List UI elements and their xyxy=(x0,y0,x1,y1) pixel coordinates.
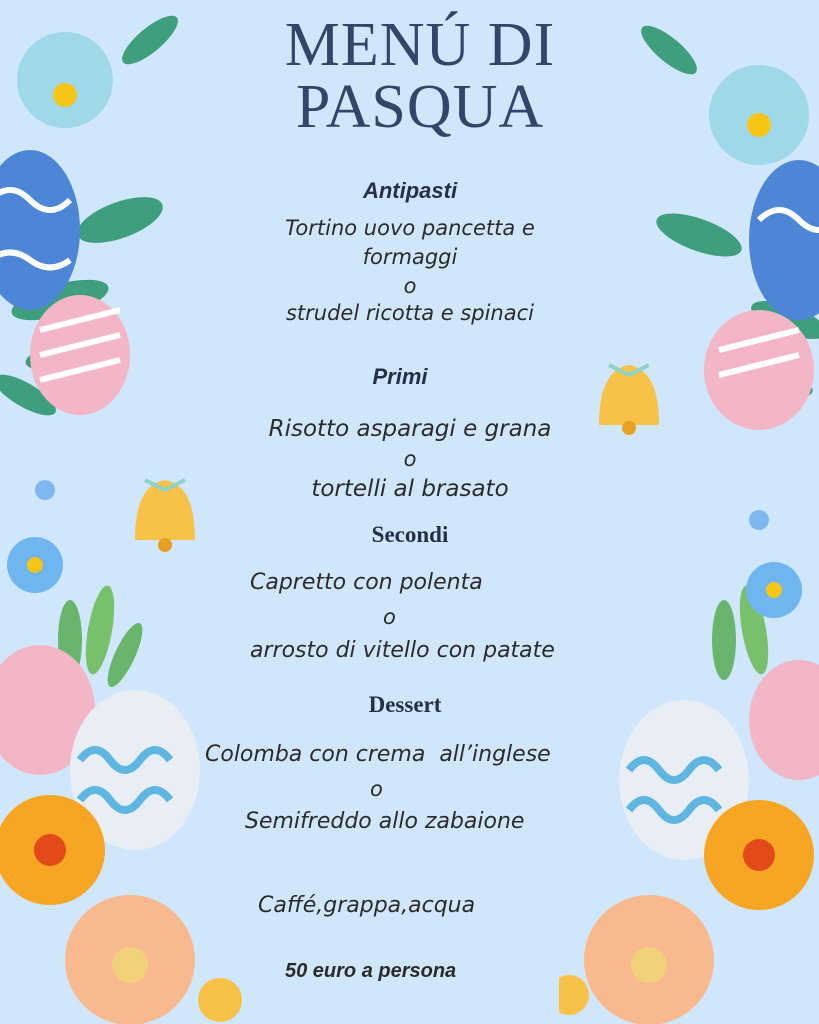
dessert-item-1: Colomba con crema all’inglese xyxy=(205,742,551,767)
dessert-or: o xyxy=(370,777,383,801)
antipasti-item-2: formaggi xyxy=(362,245,458,269)
antipasti-item-1: Tortino uovo pancetta e xyxy=(285,216,535,240)
antipasti-item-3: strudel ricotta e spinaci xyxy=(285,301,534,325)
antipasti-heading: Antipasti xyxy=(362,178,458,203)
title-line-1: MENÚ DI xyxy=(284,11,556,79)
secondi-heading: Secondi xyxy=(371,522,449,547)
primi-or: o xyxy=(403,447,417,471)
dessert-item-2: Semifreddo allo zabaione xyxy=(245,809,525,834)
page-title xyxy=(160,11,680,141)
primi-item-1: Risotto asparagi e grana xyxy=(268,416,552,442)
secondi-item-1: Capretto con polenta xyxy=(250,570,483,595)
secondi-item-2: arrosto di vitello con patate xyxy=(250,638,555,663)
secondi-or: o xyxy=(383,605,396,629)
price-text: 50 euro a persona xyxy=(285,960,457,982)
primi-item-2: tortelli al brasato xyxy=(311,476,509,502)
bell-icon xyxy=(599,365,659,435)
title-line-2: PASQUA xyxy=(295,73,545,141)
easter-egg-icon xyxy=(619,160,819,860)
dessert-heading: Dessert xyxy=(368,692,442,717)
left-floral-decoration xyxy=(0,0,260,1024)
primi-heading: Primi xyxy=(372,364,428,389)
extras-text: Caffé,grappa,acqua xyxy=(258,893,476,918)
right-floral-decoration xyxy=(559,0,819,1024)
antipasti-or: o xyxy=(403,274,417,298)
bell-icon xyxy=(135,480,195,552)
